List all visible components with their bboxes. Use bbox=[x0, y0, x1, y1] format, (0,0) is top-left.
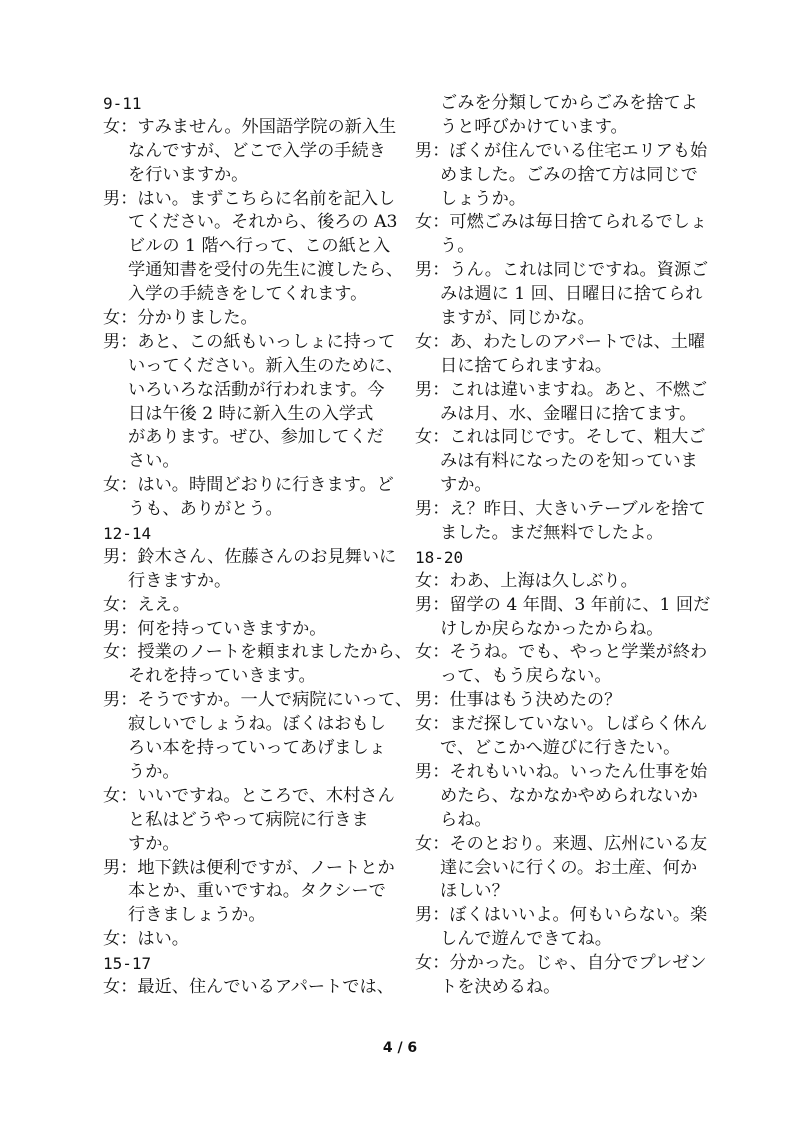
dialogue-continuation: いろいろな活動が行われます。今 bbox=[128, 379, 385, 400]
section-number: 15-17 bbox=[103, 954, 152, 974]
dialogue-continuation: トを決めるね。 bbox=[440, 976, 561, 997]
dialogue-continuation: って、もう戻らない。 bbox=[440, 666, 612, 687]
dialogue-line: 女：最近、住んでいるアパートでは、 bbox=[103, 976, 394, 997]
dialogue-continuation: う。 bbox=[440, 236, 475, 257]
dialogue-continuation: で、どこかへ遊びに行きたい。 bbox=[440, 738, 681, 759]
dialogue-line: 女：はい。時間どおりに行きます。ど bbox=[103, 475, 394, 496]
dialogue-line: 男：ぼくはいいよ。何もいらない。楽 bbox=[415, 905, 708, 926]
dialogue-continuation: 本とか、重いですね。タクシーで bbox=[128, 881, 386, 902]
dialogue-continuation: みは週に 1 回、日曜日に捨てられ bbox=[440, 284, 703, 305]
dialogue-continuation: すか。 bbox=[128, 833, 180, 854]
dialogue-line: 男：鈴木さん、佐藤さんのお見舞いに bbox=[103, 546, 397, 567]
dialogue-continuation: うと呼びかけています。 bbox=[440, 116, 628, 137]
dialogue-line: 女：すみません。外国語学院の新入生 bbox=[103, 116, 397, 137]
dialogue-continuation: うも、ありがとう。 bbox=[128, 499, 283, 520]
dialogue-continuation: 達に会いに行くの。お土産、何か bbox=[440, 857, 698, 878]
dialogue-continuation: ビルの 1 階へ行って、この紙と入 bbox=[128, 236, 391, 257]
dialogue-line: 男：それもいいね。いったん仕事を始 bbox=[415, 761, 708, 782]
section-number: 9-11 bbox=[103, 94, 142, 113]
dialogue-continuation: 日に捨てられますね。 bbox=[440, 355, 612, 376]
dialogue-line: 女：いいですね。ところで、木村さん bbox=[103, 785, 395, 806]
dialogue-line: 女：授業のノートを頼まれましたから、 bbox=[103, 642, 412, 663]
dialogue-continuation: 行きましょうか。 bbox=[128, 905, 266, 926]
dialogue-continuation: みは有料になったのを知っていま bbox=[440, 451, 698, 472]
dialogue-continuation: と私はどうやって病院に行きま bbox=[128, 809, 369, 830]
dialogue-continuation: みは月、水、金曜日に捨てます。 bbox=[440, 403, 697, 424]
dialogue-continuation: うか。 bbox=[128, 761, 180, 782]
dialogue-line: 男：ぼくが住んでいる住宅エリアも始 bbox=[415, 140, 708, 161]
dialogue-continuation: ますが、同じかな。 bbox=[440, 308, 595, 329]
dialogue-continuation: ごみを分類してからごみを捨てよ bbox=[440, 93, 698, 113]
page-number: 4 / 6 bbox=[382, 1040, 418, 1056]
dialogue-continuation: 寂しいでしょうね。ぼくはおもし bbox=[128, 714, 386, 735]
dialogue-line: 男：何を持っていきますか。 bbox=[103, 618, 327, 639]
dialogue-continuation: 学通知書を受付の先生に渡したら、 bbox=[128, 260, 404, 281]
dialogue-continuation: らね。 bbox=[440, 809, 492, 830]
dialogue-line: 女：分かりました。 bbox=[103, 308, 258, 329]
dialogue-line: 女：あ、わたしのアパートでは、土曜 bbox=[415, 331, 706, 352]
section-number: 12-14 bbox=[103, 524, 152, 544]
dialogue-continuation: 行きますか。 bbox=[128, 570, 232, 591]
dialogue-continuation: 入学の手続きをしてくれます。 bbox=[128, 284, 368, 305]
dialogue-continuation: めたら、なかなかやめられないか bbox=[440, 785, 698, 806]
dialogue-line: 女：はい。 bbox=[103, 929, 189, 950]
dialogue-continuation: なんですが、どこで入学の手続き bbox=[128, 140, 386, 161]
dialogue-line: 女：まだ探していない。しばらく休ん bbox=[415, 714, 708, 735]
dialogue-line: 女：そうね。でも、やっと学業が終わ bbox=[415, 642, 708, 663]
dialogue-continuation: いってください。新入生のために、 bbox=[128, 355, 404, 376]
dialogue-line: 女：ええ。 bbox=[103, 594, 190, 615]
dialogue-continuation: すか。 bbox=[440, 475, 492, 496]
dialogue-line: 女：そのとおり。来週、広州にいる友 bbox=[415, 833, 708, 854]
dialogue-continuation: ました。まだ無料でしたよ。 bbox=[440, 523, 664, 544]
dialogue-continuation: てください。それから、後ろの A3 bbox=[128, 212, 398, 233]
dialogue-line: 男：仕事はもう決めたの？ bbox=[415, 690, 622, 711]
dialogue-line: 男：え？昨日、大きいテーブルを捨て bbox=[415, 499, 706, 520]
dialogue-continuation: があります。ぜひ、参加してくだ bbox=[128, 427, 384, 448]
dialogue-line: 女：可燃ごみは毎日捨てられるでしょ bbox=[415, 212, 708, 233]
dialogue-continuation: ほしい？ bbox=[440, 881, 509, 902]
dialogue-line: 男：はい。まずこちらに名前を記入し bbox=[103, 188, 396, 209]
dialogue-continuation: それを持っていきます。 bbox=[128, 666, 316, 687]
dialogue-continuation: を行いますか。 bbox=[128, 164, 249, 185]
right-column bbox=[415, 92, 715, 1000]
dialogue-line: 男：これは違いますね。あと、不燃ご bbox=[415, 379, 708, 400]
dialogue-continuation: さい。 bbox=[128, 451, 180, 472]
dialogue-line: 男：地下鉄は便利ですが、ノートとか bbox=[103, 857, 395, 878]
dialogue-line: 男：うん。これは同じですね。資源ご bbox=[415, 260, 709, 281]
dialogue-line: 男：あと、この紙もいっしょに持って bbox=[103, 331, 396, 352]
section-number: 18-20 bbox=[415, 547, 464, 567]
dialogue-line: 女：これは同じです。そして、粗大ご bbox=[415, 427, 706, 448]
dialogue-line: 男：そうですか。一人で病院にいって、 bbox=[103, 690, 413, 711]
left-column bbox=[103, 92, 413, 1000]
dialogue-continuation: 日は午後 2 時に新入生の入学式 bbox=[128, 403, 374, 424]
dialogue-line: 男：留学の 4 年間、3 年前に、1 回だ bbox=[415, 594, 711, 615]
dialogue-continuation: めました。ごみの捨て方は同じで bbox=[440, 164, 698, 185]
dialogue-continuation: ろい本を持っていってあげましょ bbox=[128, 738, 386, 759]
dialogue-line: 女：分かった。じゃ、自分でプレゼン bbox=[415, 953, 707, 974]
dialogue-line: 女：わあ、上海は久しぶり。 bbox=[415, 570, 638, 591]
dialogue-continuation: しょうか。 bbox=[440, 188, 526, 209]
dialogue-continuation: けしか戻らなかったからね。 bbox=[440, 618, 664, 639]
dialogue-continuation: しんで遊んできてね。 bbox=[440, 929, 612, 950]
